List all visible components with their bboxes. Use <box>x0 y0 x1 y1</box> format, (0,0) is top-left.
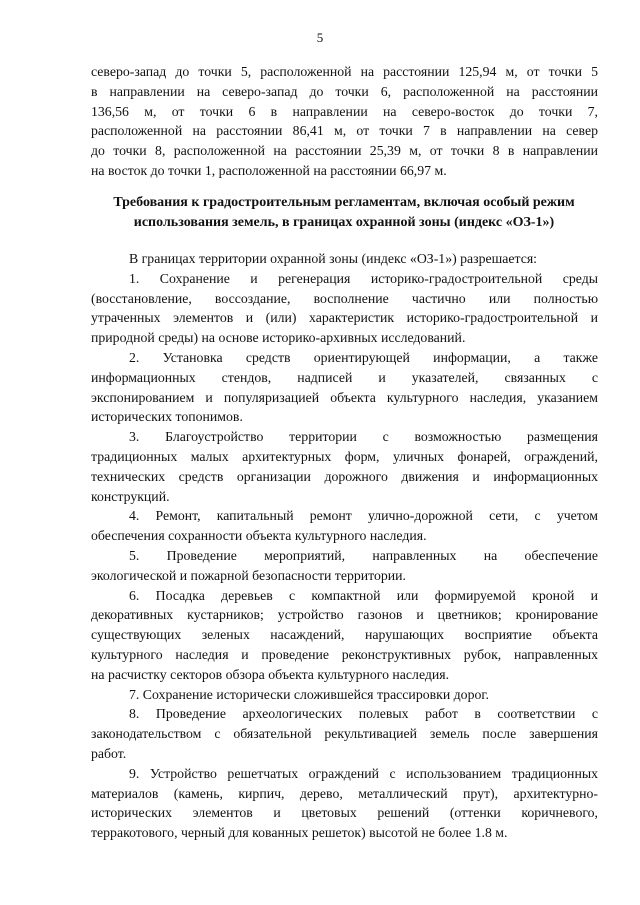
list-item <box>91 764 598 843</box>
text-line: 3. Благоустройство территории с возможностью размещения <box>129 429 598 445</box>
text-line: В границах территории охранной зоны (индекс «ОЗ-1») разрешается: <box>129 251 538 266</box>
section-heading <box>84 193 604 233</box>
text-line: экологической и пожарной безопасности территории. <box>91 567 407 583</box>
page-number: 5 <box>316 30 324 45</box>
text-line: 9. Устройство решетчатых ограждений с использованием традиционных <box>129 765 598 781</box>
text-line: технических средств организации дорожного движения и информационных <box>91 468 598 484</box>
text-line: обеспечения сохранности объекта культурного наследия. <box>91 528 427 544</box>
text-line: на расчистку секторов обзора объекта культурного наследия. <box>91 666 450 682</box>
text-line: 5. Проведение мероприятий, направленных на обеспечение <box>129 547 598 563</box>
list-item <box>91 269 598 348</box>
text-line: экспонированием и популяризацией объекта культурного наследия, указанием <box>91 389 598 405</box>
heading-line: использования земель, в границах охранной зоны (индекс «ОЗ-1») <box>133 215 555 230</box>
list-item <box>91 546 598 586</box>
text-line: материалов (камень, кирпич, дерево, металлический прут), архитектурно- <box>91 785 598 801</box>
text-line: на восток до точки 1, расположенной на расстоянии 66,97 м. <box>91 162 447 178</box>
text-line: 6. Посадка деревьев с компактной или формируемой кроной и <box>129 587 598 603</box>
text-line: декоративных кустарников; устройство газонов и цветников; кронирование <box>91 607 598 623</box>
text-line: 8. Проведение археологических полевых работ в соответствии с <box>129 706 598 722</box>
list-item <box>91 704 598 763</box>
text-line: исторических топонимов. <box>91 409 243 425</box>
text-line: 7. Сохранение исторически сложившейся трассировки дорог. <box>129 686 489 702</box>
list-item <box>91 348 598 427</box>
text-line: исторических элементов и цветовых решений (оттенки коричневого, <box>91 805 598 821</box>
text-line: 2. Установка средств ориентирующей информации, а также <box>129 349 598 365</box>
text-line: в направлении на северо-запад до точки 6, расположенной на расстоянии <box>91 83 598 99</box>
text-line: конструкций. <box>91 488 170 504</box>
list-item <box>91 586 598 685</box>
text-line: до точки 8, расположенной на расстоянии 25,39 м, от точки 8 в направлении <box>91 143 598 159</box>
text-line: терракотового, черный для кованных решеток) высотой не более 1.8 м. <box>91 825 508 841</box>
list-item <box>91 685 598 705</box>
text-line: традиционных малых архитектурных форм, уличных фонарей, ограждений, <box>91 448 598 464</box>
text-line: северо-запад до точки 5, расположенной на расстоянии 125,94 м, от точки 5 <box>91 64 598 79</box>
list-item <box>91 427 598 506</box>
text-line: работ. <box>91 745 127 761</box>
text-line: 136,56 м, от точки 6 в направлении на северо-восток до точки 7, <box>91 103 598 119</box>
requirements-body <box>91 249 598 843</box>
intro-paragraph <box>91 62 598 181</box>
text-line: расположенной на расстоянии 86,41 м, от точки 7 в направлении на север <box>91 123 598 139</box>
text-line: культурного наследия и проведение реконструктивных рубок, направленных <box>91 646 598 662</box>
heading-line: Требования к градостроительным регламентам, включая особый режим <box>113 195 575 210</box>
paragraph-intro <box>91 249 598 269</box>
text-line: 1. Сохранение и регенерация историко-градостроительной среды <box>129 270 598 286</box>
text-line: существующих зеленых насаждений, нарушающих восприятие объекта <box>91 627 598 643</box>
text-line: 4. Ремонт, капитальный ремонт улично-дорожной сети, с учетом <box>129 508 598 524</box>
text-line: законодательством с обязательной рекультивацией земель после завершения <box>91 726 598 742</box>
text-line: (восстановление, воссоздание, восполнение частично или полностью <box>91 290 598 306</box>
text-line: утраченных элементов и (или) характеристик историко-градостроительной и <box>91 310 598 326</box>
text-line: информационных стендов, надписей и указателей, связанных с <box>91 369 598 385</box>
text-line: природной среды) на основе историко-архивных исследований. <box>91 330 466 346</box>
list-item <box>91 506 598 546</box>
